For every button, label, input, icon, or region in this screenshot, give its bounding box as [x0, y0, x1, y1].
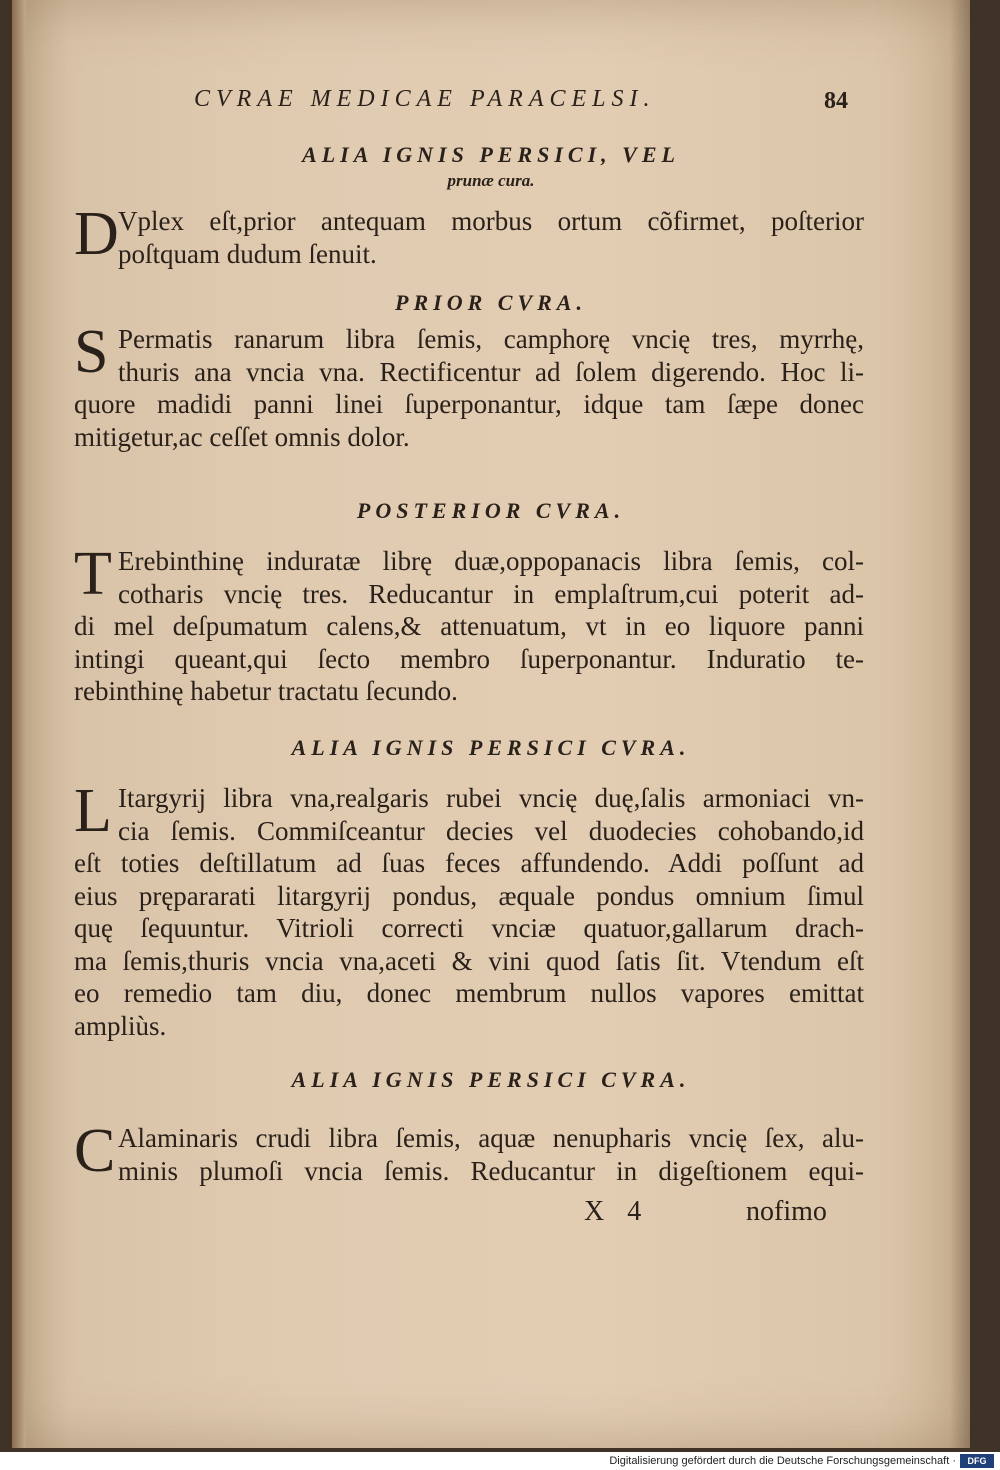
section-title-1: ALIA IGNIS PERSICI, VEL [302, 142, 680, 167]
drop-initial: S [74, 318, 109, 386]
signature-mark: X 4 [584, 1196, 650, 1227]
text-line: quę ſequuntur. Vitrioli correcti vnciæ quatuor,gallarum drach- [74, 913, 864, 943]
text-line: quore madidi panni linei ſuperponantur, idque tam ſæpe donec [74, 389, 864, 419]
drop-initial: C [74, 1117, 116, 1185]
text-line: ampliùs. [74, 1010, 167, 1041]
text-line: minis plumoſi vncia ſemis. Reducantur in digeſtionem equi- [118, 1155, 864, 1186]
text-line: di mel deſpumatum calens,& attenuatum, vt in eo liquore panni [74, 611, 864, 641]
section-title-5: ALIA IGNIS PERSICI CVRA. [291, 1067, 691, 1092]
text-line: eſt toties deſtillatum ad ſuas feces affundendo. Addi poſſunt ad [74, 848, 864, 878]
text-line: Alaminaris crudi libra ſemis, aquæ nenupharis vncię ſex, alu- [118, 1123, 864, 1153]
paragraph-5 [74, 1117, 864, 1187]
section-title-3: POSTERIOR CVRA. [356, 498, 626, 523]
paragraph-1 [74, 200, 864, 270]
section-title-4: ALIA IGNIS PERSICI CVRA. [291, 735, 691, 760]
paragraph-4 [74, 777, 864, 1042]
catchword: nofimo [746, 1196, 827, 1227]
dfg-logo: DFG [960, 1454, 994, 1468]
paragraph-2 [74, 318, 864, 453]
text-line: Permatis ranarum libra ſemis, camphorę vncię tres, myrrhę, [118, 324, 864, 354]
text-line: rebinthinę habetur tractatu ſecundo. [74, 676, 458, 706]
section-subtitle-1: prunæ cura. [447, 171, 535, 190]
text-line: cotharis vncię tres. Reducantur in emplaſtrum,cui poterit ad- [118, 578, 864, 609]
drop-initial: D [74, 200, 119, 268]
text-line: Erebinthinę induratæ librę duæ,oppopanacis libra ſemis, col- [118, 546, 864, 576]
funding-note: Digitalisierung gefördert durch die Deutsche Forschungsgemeinschaft · [609, 1455, 956, 1467]
book-page [12, 0, 970, 1448]
text-line: eo remedio tam diu, donec membrum nullos vapores emittat [74, 978, 864, 1008]
running-title: CVRAE MEDICAE PARACELSI. [194, 86, 656, 112]
text-line: cia ſemis. Commiſceantur decies vel duodecies cohobando,id [118, 815, 864, 846]
drop-initial: T [74, 540, 112, 608]
page-number: 84 [824, 88, 848, 114]
text-line: poſtquam dudum ſenuit. [118, 238, 377, 269]
section-title-2: PRIOR CVRA. [395, 290, 587, 315]
text-line: Itargyrij libra vna,realgaris rubei vncię duę,ſalis armoniaci vn- [118, 783, 864, 813]
text-line: mitigetur,ac ceſſet omnis dolor. [74, 421, 410, 452]
text-line: Vplex eſt,prior antequam morbus ortum cõfirmet, poſterior [118, 206, 864, 236]
text-line: ma ſemis,thuris vncia vna,aceti & vini quod ſatis ſit. Vtendum eſt [74, 945, 864, 976]
paragraph-3 [74, 540, 864, 708]
text-line: eius prępararati litargyrij pondus, æquale pondus omnium ſimul [74, 880, 864, 911]
drop-initial: L [74, 777, 112, 845]
text-line: thuris ana vncia vna. Rectificentur ad ſolem digerendo. Hoc li- [118, 356, 864, 387]
text-line: intingi queant,qui ſecto membro ſuperponantur. Induratio te- [74, 643, 864, 674]
